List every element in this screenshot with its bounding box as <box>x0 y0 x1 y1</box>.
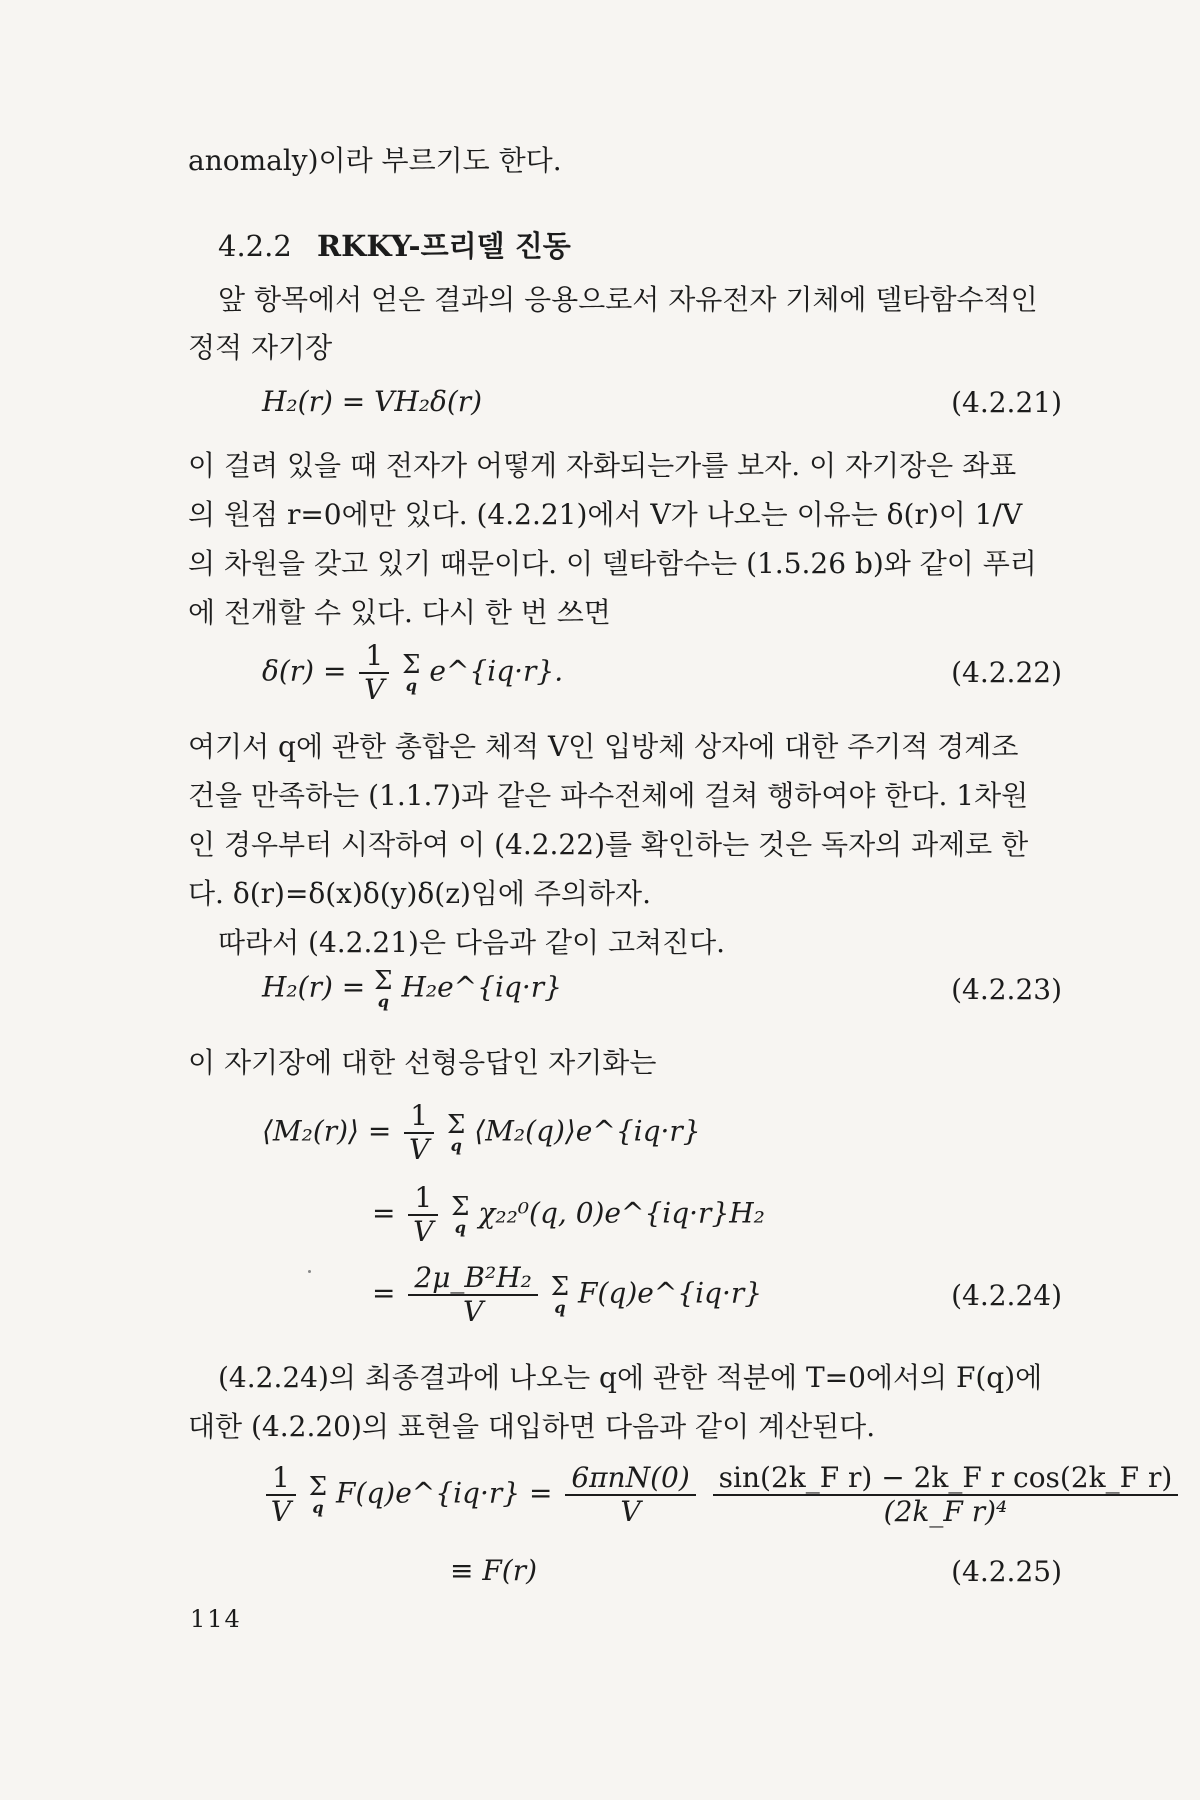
paragraph-line: 이 걸려 있을 때 전자가 어떻게 자화되는가를 보자. 이 자기장은 좌표 <box>188 449 1017 482</box>
fraction-numerator: 6πnN(0) <box>565 1462 695 1496</box>
equation-number: (4.2.25) <box>951 1555 1062 1588</box>
equation-number: (4.2.21) <box>951 386 1062 419</box>
section-heading <box>218 228 571 264</box>
eq-rhs: χ₂₂⁰(q, 0)e^{iq·r}H₂ <box>478 1196 765 1230</box>
equation-number: (4.2.24) <box>951 1279 1062 1312</box>
coefficient-fraction <box>565 1462 695 1528</box>
summation-index: q <box>312 1498 324 1517</box>
equation-4-2-25-line-2: ≡ F(r) <box>450 1554 538 1587</box>
paragraph-line: 인 경우부터 시작하여 이 (4.2.22)를 확인하는 것은 독자의 과제로 한 <box>188 828 1029 861</box>
equation-4-2-24-line-3 <box>372 1262 762 1328</box>
summation <box>451 1194 469 1236</box>
fraction-numerator: 2μ_B²H₂ <box>408 1262 537 1296</box>
fraction-denominator: V <box>409 1133 430 1166</box>
fraction <box>359 640 389 706</box>
equation-number: (4.2.22) <box>951 656 1062 689</box>
summation <box>309 1474 327 1516</box>
paragraph-line: 의 원점 r=0에만 있다. (4.2.21)에서 V가 나오는 이유는 δ(r)이 1/V <box>188 498 1023 531</box>
sum-term: F(q)e^{iq·r} = <box>336 1476 553 1510</box>
eq-rhs: H₂e^{iq·r} <box>401 970 562 1004</box>
fraction-denominator: V <box>270 1495 292 1528</box>
paragraph-line: 에 전개할 수 있다. 다시 한 번 쓰면 <box>188 596 611 629</box>
eq-rhs: e^{iq·r}. <box>429 654 564 688</box>
fraction-numerator: sin(2k_F r) − 2k_F r cos(2k_F r) <box>713 1462 1179 1496</box>
fraction <box>266 1462 296 1528</box>
summation <box>551 1274 569 1316</box>
summation-index: q <box>450 1136 462 1155</box>
sigma-icon: Σ <box>550 1272 570 1302</box>
paragraph-line: 의 차원을 갖고 있기 때문이다. 이 델타함수는 (1.5.26 b)와 같이 푸리 <box>188 547 1037 580</box>
sigma-icon: Σ <box>451 1192 470 1222</box>
summation-index: q <box>454 1218 466 1237</box>
summation-index: q <box>554 1298 566 1317</box>
paragraph-line: 따라서 (4.2.21)은 다음과 같이 고쳐진다. <box>218 926 726 959</box>
fraction <box>404 1100 434 1166</box>
eq-rhs: ⟨M₂(q)⟩e^{iq·r} <box>474 1114 701 1148</box>
paragraph-line: 앞 항목에서 얻은 결과의 응용으로서 자유전자 기체에 델타함수적인 <box>218 283 1038 316</box>
sigma-icon: Σ <box>374 966 393 996</box>
eq-lhs: ⟨M₂(r)⟩ = <box>262 1114 392 1148</box>
fraction-denominator: V <box>462 1295 484 1328</box>
sigma-icon: Σ <box>308 1472 328 1502</box>
equation-4-2-24-line-2 <box>372 1182 765 1248</box>
equation-4-2-24-line-1 <box>262 1100 701 1166</box>
fraction-numerator: 1 <box>404 1100 434 1134</box>
fraction-denominator: (2k_F r)⁴ <box>883 1495 1008 1528</box>
fraction-numerator: 1 <box>359 640 389 674</box>
summation <box>447 1112 465 1154</box>
summation <box>374 968 392 1010</box>
ink-speck <box>308 1270 311 1273</box>
paragraph-line: (4.2.24)의 최종결과에 나오는 q에 관한 적분에 T=0에서의 F(q)에 <box>218 1361 1043 1394</box>
intro-line: anomaly)이라 부르기도 한다. <box>188 144 562 177</box>
eq-rhs: F(q)e^{iq·r} <box>578 1276 763 1310</box>
section-number: 4.2.2 <box>218 229 292 263</box>
equals-sign: = <box>372 1276 396 1310</box>
paragraph-line: 이 자기장에 대한 선형응답인 자기화는 <box>188 1046 657 1079</box>
sigma-icon: Σ <box>402 650 421 680</box>
equals-sign: = <box>372 1196 396 1230</box>
eq-lhs: H₂(r) = <box>262 970 366 1004</box>
eq-lhs: δ(r) = <box>262 654 347 688</box>
trig-fraction <box>713 1462 1179 1528</box>
paragraph-line: 다. δ(r)=δ(x)δ(y)δ(z)임에 주의하자. <box>188 877 651 910</box>
fraction <box>408 1182 438 1248</box>
page-number: 114 <box>190 1605 242 1633</box>
fraction-numerator: 1 <box>266 1462 296 1496</box>
sigma-icon: Σ <box>446 1110 466 1140</box>
paragraph-line: 여기서 q에 관한 총합은 체적 V인 입방체 상자에 대한 주기적 경계조 <box>188 730 1019 763</box>
fraction-denominator: V <box>364 673 385 706</box>
equation-4-2-21: H₂(r) = VH₂δ(r) <box>262 385 483 418</box>
summation <box>402 652 420 694</box>
section-title: RKKY-프리델 진동 <box>317 229 571 263</box>
equation-4-2-23 <box>262 968 562 1010</box>
equation-4-2-25-line-1 <box>262 1462 1182 1528</box>
fraction <box>408 1262 537 1328</box>
equation-number: (4.2.23) <box>951 973 1062 1006</box>
equation-4-2-22 <box>262 640 563 706</box>
fraction-numerator: 1 <box>408 1182 438 1216</box>
paragraph-line: 정적 자기장 <box>188 331 333 364</box>
fraction-denominator: V <box>413 1215 434 1248</box>
fraction-denominator: V <box>620 1495 641 1528</box>
summation-index: q <box>405 676 417 695</box>
summation-index: q <box>377 992 389 1011</box>
paragraph-line: 대한 (4.2.20)의 표현을 대입하면 다음과 같이 계산된다. <box>188 1410 876 1443</box>
paragraph-line: 건을 만족하는 (1.1.7)과 같은 파수전체에 걸쳐 행하여야 한다. 1차원 <box>188 779 1029 812</box>
